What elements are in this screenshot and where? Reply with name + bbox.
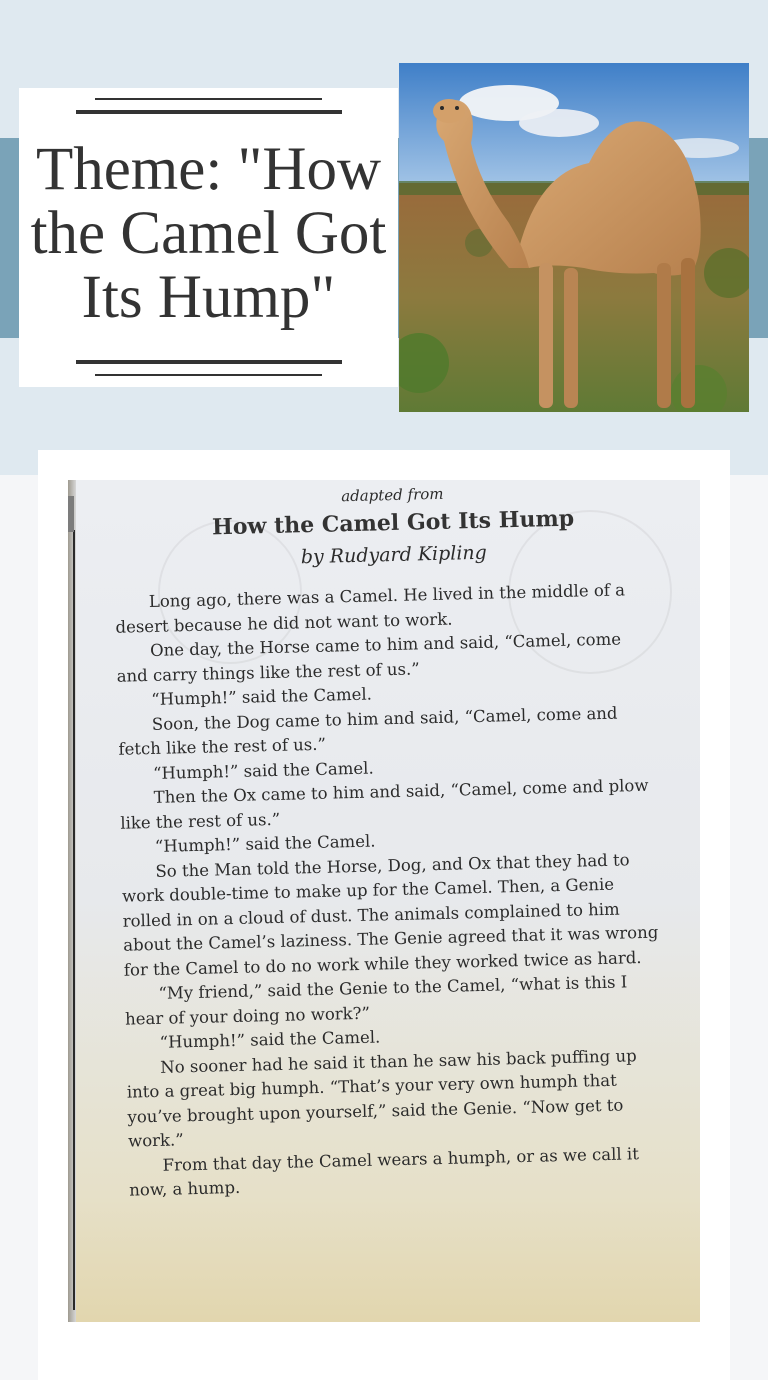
top-thin-rule	[95, 98, 322, 100]
camel-illustration	[399, 63, 749, 412]
story-paragraph: “Humph!” said the Camel.	[159, 1027, 381, 1052]
story-paragraph: So the Man told the Horse, Dog, and Ox that they had to work double-time to make up for the Camel. Then, a Genie rolled in on a cloud of dust. The animals complained to him about the Camel’s laziness. The Genie agreed that it was wrong for the Camel to do no work while they worked twice as hard.	[121, 849, 659, 980]
story-paragraph: Long ago, there was a Camel. He lived in the middle of a desert because he did not want to work.	[115, 580, 626, 637]
title-line-2: the Camel Got	[30, 200, 387, 267]
story-paragraph: “Humph!” said the Camel.	[152, 758, 374, 783]
adapted-label: adapted from	[340, 484, 444, 506]
title-line-3: Its Hump"	[81, 264, 336, 331]
title-card	[19, 88, 398, 387]
top-thick-rule	[76, 110, 342, 114]
story-paragraph: From that day the Camel wears a humph, or as we call it now, a hump.	[129, 1143, 640, 1200]
scanned-page	[68, 480, 700, 1322]
story-paragraph: “My friend,” said the Genie to the Camel, “what is this I hear of your doing no work?”	[124, 972, 628, 1029]
story-title: How the Camel Got Its Hump	[211, 505, 575, 541]
bottom-thick-rule	[76, 360, 342, 364]
story-text	[115, 578, 670, 1204]
story-paragraph: Soon, the Dog came to him and said, “Camel, come and fetch like the rest of us.”	[118, 703, 618, 759]
story-paragraph: “Humph!” said the Camel.	[151, 684, 373, 709]
story-paragraph: One day, the Horse came to him and said, “Camel, come and carry things like the rest of us.”	[116, 629, 622, 686]
story-page	[112, 480, 672, 1200]
title-line-1: Theme: "How	[35, 136, 382, 203]
story-author: by Rudyard Kipling	[300, 541, 488, 569]
story-paragraph: Then the Ox came to him and said, “Camel, come and plow like the rest of us.”	[120, 775, 649, 833]
story-paragraph: “Humph!” said the Camel.	[154, 831, 376, 856]
story-paragraph: No sooner had he said it than he saw his back puffing up into a great big humph. “That’s your very own humph that you’ve brought upon yourself,” said the Genie. “Now get to work.”	[126, 1045, 637, 1151]
page-title	[19, 138, 398, 330]
page-border-line	[73, 530, 75, 1310]
page-tab-marker	[68, 496, 74, 532]
bottom-thin-rule	[95, 374, 322, 376]
camel-photo	[399, 63, 749, 412]
